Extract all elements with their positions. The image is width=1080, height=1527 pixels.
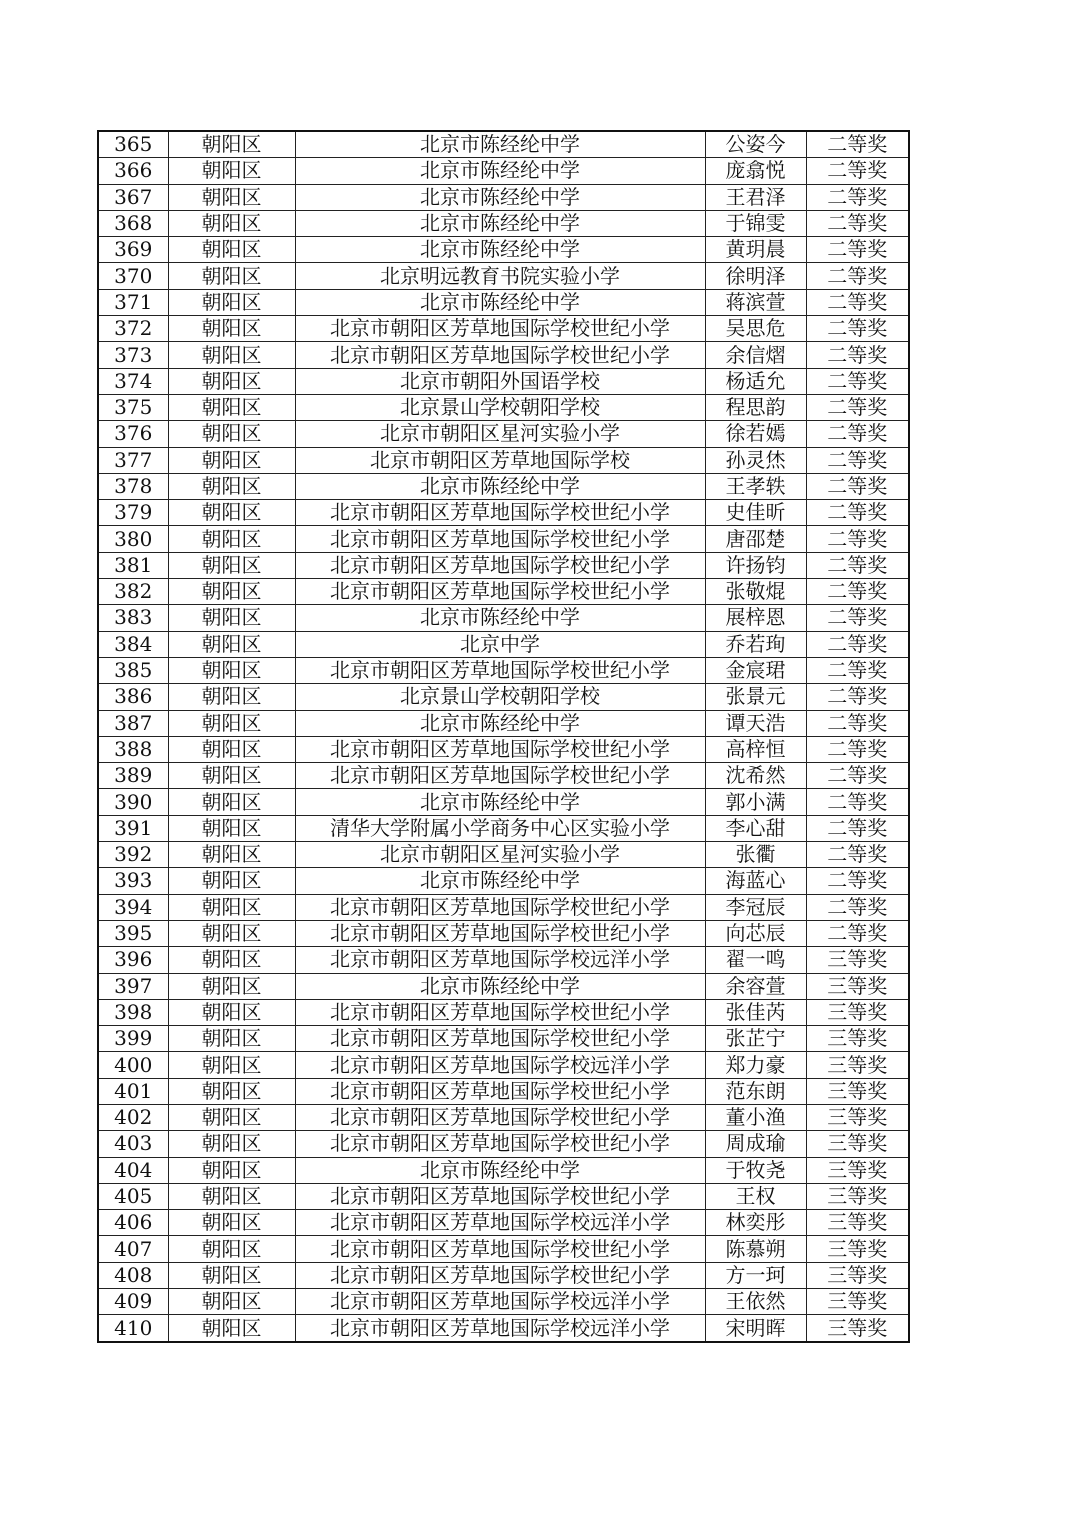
award-level-cell: 三等奖 xyxy=(806,1078,909,1104)
serial-number-cell: 388 xyxy=(98,736,168,762)
school-cell: 北京市朝阳区芳草地国际学校世纪小学 xyxy=(295,1183,705,1209)
serial-number-cell: 372 xyxy=(98,316,168,342)
award-level-cell: 二等奖 xyxy=(806,736,909,762)
table-row xyxy=(98,1262,909,1288)
table-row xyxy=(98,579,909,605)
serial-number-cell: 406 xyxy=(98,1210,168,1236)
district-cell: 朝阳区 xyxy=(168,552,295,578)
student-name-cell: 沈希然 xyxy=(705,763,806,789)
table-row xyxy=(98,947,909,973)
district-cell: 朝阳区 xyxy=(168,1210,295,1236)
table-row xyxy=(98,473,909,499)
award-level-cell: 二等奖 xyxy=(806,579,909,605)
student-name-cell: 许扬钧 xyxy=(705,552,806,578)
school-cell: 北京市朝阳区芳草地国际学校远洋小学 xyxy=(295,1210,705,1236)
district-cell: 朝阳区 xyxy=(168,289,295,315)
award-level-cell: 二等奖 xyxy=(806,868,909,894)
table-row xyxy=(98,789,909,815)
district-cell: 朝阳区 xyxy=(168,1104,295,1130)
serial-number-cell: 399 xyxy=(98,1026,168,1052)
award-list-body xyxy=(98,131,909,1342)
award-level-cell: 二等奖 xyxy=(806,605,909,631)
school-cell: 北京市朝阳区芳草地国际学校世纪小学 xyxy=(295,1078,705,1104)
student-name-cell: 唐邵楚 xyxy=(705,526,806,552)
serial-number-cell: 384 xyxy=(98,631,168,657)
school-cell: 北京市朝阳区芳草地国际学校世纪小学 xyxy=(295,736,705,762)
student-name-cell: 徐若嫣 xyxy=(705,421,806,447)
school-cell: 北京景山学校朝阳学校 xyxy=(295,394,705,420)
school-cell: 北京市陈经纶中学 xyxy=(295,868,705,894)
table-row xyxy=(98,973,909,999)
school-cell: 北京市朝阳区芳草地国际学校远洋小学 xyxy=(295,1315,705,1342)
student-name-cell: 谭天浩 xyxy=(705,710,806,736)
table-row xyxy=(98,710,909,736)
student-name-cell: 孙灵烋 xyxy=(705,447,806,473)
school-cell: 北京市陈经纶中学 xyxy=(295,289,705,315)
district-cell: 朝阳区 xyxy=(168,947,295,973)
award-level-cell: 二等奖 xyxy=(806,894,909,920)
serial-number-cell: 396 xyxy=(98,947,168,973)
district-cell: 朝阳区 xyxy=(168,605,295,631)
school-cell: 北京市朝阳区芳草地国际学校远洋小学 xyxy=(295,1052,705,1078)
district-cell: 朝阳区 xyxy=(168,842,295,868)
serial-number-cell: 368 xyxy=(98,210,168,236)
school-cell: 北京市朝阳区芳草地国际学校世纪小学 xyxy=(295,894,705,920)
student-name-cell: 史佳昕 xyxy=(705,500,806,526)
student-name-cell: 杨适允 xyxy=(705,368,806,394)
student-name-cell: 范东朗 xyxy=(705,1078,806,1104)
school-cell: 北京市朝阳区芳草地国际学校世纪小学 xyxy=(295,657,705,683)
table-row xyxy=(98,342,909,368)
student-name-cell: 李心甜 xyxy=(705,815,806,841)
award-level-cell: 二等奖 xyxy=(806,920,909,946)
district-cell: 朝阳区 xyxy=(168,473,295,499)
serial-number-cell: 409 xyxy=(98,1289,168,1315)
award-level-cell: 二等奖 xyxy=(806,342,909,368)
district-cell: 朝阳区 xyxy=(168,1289,295,1315)
school-cell: 北京市陈经纶中学 xyxy=(295,473,705,499)
award-level-cell: 三等奖 xyxy=(806,1131,909,1157)
student-name-cell: 董小渔 xyxy=(705,1104,806,1130)
award-level-cell: 三等奖 xyxy=(806,1104,909,1130)
award-level-cell: 三等奖 xyxy=(806,1157,909,1183)
school-cell: 北京市朝阳区芳草地国际学校远洋小学 xyxy=(295,1289,705,1315)
table-row xyxy=(98,1289,909,1315)
district-cell: 朝阳区 xyxy=(168,894,295,920)
district-cell: 朝阳区 xyxy=(168,684,295,710)
table-row xyxy=(98,1315,909,1342)
serial-number-cell: 408 xyxy=(98,1262,168,1288)
student-name-cell: 王依然 xyxy=(705,1289,806,1315)
student-name-cell: 宋明晖 xyxy=(705,1315,806,1342)
award-level-cell: 二等奖 xyxy=(806,158,909,184)
table-row xyxy=(98,421,909,447)
serial-number-cell: 374 xyxy=(98,368,168,394)
table-row xyxy=(98,237,909,263)
award-level-cell: 三等奖 xyxy=(806,1052,909,1078)
table-row xyxy=(98,1078,909,1104)
district-cell: 朝阳区 xyxy=(168,631,295,657)
district-cell: 朝阳区 xyxy=(168,815,295,841)
school-cell: 北京市朝阳区芳草地国际学校世纪小学 xyxy=(295,920,705,946)
table-row xyxy=(98,447,909,473)
school-cell: 清华大学附属小学商务中心区实验小学 xyxy=(295,815,705,841)
table-row xyxy=(98,131,909,158)
table-row xyxy=(98,657,909,683)
student-name-cell: 张敬焜 xyxy=(705,579,806,605)
serial-number-cell: 365 xyxy=(98,131,168,158)
district-cell: 朝阳区 xyxy=(168,342,295,368)
school-cell: 北京市朝阳区芳草地国际学校世纪小学 xyxy=(295,500,705,526)
table-row xyxy=(98,1236,909,1262)
district-cell: 朝阳区 xyxy=(168,1026,295,1052)
student-name-cell: 张芷宁 xyxy=(705,1026,806,1052)
award-level-cell: 二等奖 xyxy=(806,631,909,657)
award-level-cell: 二等奖 xyxy=(806,710,909,736)
student-name-cell: 展梓恩 xyxy=(705,605,806,631)
serial-number-cell: 366 xyxy=(98,158,168,184)
serial-number-cell: 382 xyxy=(98,579,168,605)
serial-number-cell: 370 xyxy=(98,263,168,289)
school-cell: 北京市陈经纶中学 xyxy=(295,973,705,999)
serial-number-cell: 369 xyxy=(98,237,168,263)
district-cell: 朝阳区 xyxy=(168,1183,295,1209)
serial-number-cell: 389 xyxy=(98,763,168,789)
award-level-cell: 二等奖 xyxy=(806,316,909,342)
table-row xyxy=(98,1104,909,1130)
district-cell: 朝阳区 xyxy=(168,789,295,815)
serial-number-cell: 394 xyxy=(98,894,168,920)
district-cell: 朝阳区 xyxy=(168,1078,295,1104)
award-level-cell: 三等奖 xyxy=(806,973,909,999)
district-cell: 朝阳区 xyxy=(168,526,295,552)
table-row xyxy=(98,500,909,526)
school-cell: 北京市陈经纶中学 xyxy=(295,789,705,815)
serial-number-cell: 376 xyxy=(98,421,168,447)
district-cell: 朝阳区 xyxy=(168,158,295,184)
district-cell: 朝阳区 xyxy=(168,394,295,420)
award-level-cell: 二等奖 xyxy=(806,210,909,236)
district-cell: 朝阳区 xyxy=(168,263,295,289)
table-row xyxy=(98,684,909,710)
student-name-cell: 公姿今 xyxy=(705,131,806,158)
award-level-cell: 二等奖 xyxy=(806,842,909,868)
district-cell: 朝阳区 xyxy=(168,1262,295,1288)
district-cell: 朝阳区 xyxy=(168,421,295,447)
school-cell: 北京市朝阳区芳草地国际学校世纪小学 xyxy=(295,552,705,578)
award-level-cell: 二等奖 xyxy=(806,657,909,683)
award-level-cell: 三等奖 xyxy=(806,1210,909,1236)
table-row xyxy=(98,842,909,868)
district-cell: 朝阳区 xyxy=(168,579,295,605)
school-cell: 北京市朝阳区芳草地国际学校世纪小学 xyxy=(295,1131,705,1157)
serial-number-cell: 400 xyxy=(98,1052,168,1078)
school-cell: 北京市陈经纶中学 xyxy=(295,131,705,158)
district-cell: 朝阳区 xyxy=(168,1052,295,1078)
school-cell: 北京市朝阳区芳草地国际学校 xyxy=(295,447,705,473)
table-row xyxy=(98,184,909,210)
student-name-cell: 于锦雯 xyxy=(705,210,806,236)
award-level-cell: 二等奖 xyxy=(806,473,909,499)
table-row xyxy=(98,631,909,657)
school-cell: 北京市朝阳区芳草地国际学校世纪小学 xyxy=(295,999,705,1025)
school-cell: 北京市朝阳区芳草地国际学校世纪小学 xyxy=(295,1104,705,1130)
award-level-cell: 二等奖 xyxy=(806,394,909,420)
award-level-cell: 三等奖 xyxy=(806,1026,909,1052)
table-row xyxy=(98,1210,909,1236)
award-level-cell: 二等奖 xyxy=(806,263,909,289)
table-row xyxy=(98,368,909,394)
school-cell: 北京明远教育书院实验小学 xyxy=(295,263,705,289)
student-name-cell: 于牧尧 xyxy=(705,1157,806,1183)
district-cell: 朝阳区 xyxy=(168,1131,295,1157)
school-cell: 北京市朝阳区芳草地国际学校世纪小学 xyxy=(295,1026,705,1052)
district-cell: 朝阳区 xyxy=(168,237,295,263)
award-level-cell: 二等奖 xyxy=(806,789,909,815)
school-cell: 北京市陈经纶中学 xyxy=(295,210,705,236)
school-cell: 北京市陈经纶中学 xyxy=(295,605,705,631)
table-row xyxy=(98,210,909,236)
district-cell: 朝阳区 xyxy=(168,973,295,999)
district-cell: 朝阳区 xyxy=(168,210,295,236)
serial-number-cell: 398 xyxy=(98,999,168,1025)
serial-number-cell: 404 xyxy=(98,1157,168,1183)
serial-number-cell: 367 xyxy=(98,184,168,210)
award-level-cell: 三等奖 xyxy=(806,1262,909,1288)
table-row xyxy=(98,920,909,946)
serial-number-cell: 403 xyxy=(98,1131,168,1157)
table-row xyxy=(98,868,909,894)
serial-number-cell: 383 xyxy=(98,605,168,631)
serial-number-cell: 380 xyxy=(98,526,168,552)
student-name-cell: 黄玥晨 xyxy=(705,237,806,263)
school-cell: 北京市朝阳区芳草地国际学校世纪小学 xyxy=(295,526,705,552)
school-cell: 北京市朝阳区星河实验小学 xyxy=(295,421,705,447)
student-name-cell: 郑力豪 xyxy=(705,1052,806,1078)
district-cell: 朝阳区 xyxy=(168,920,295,946)
school-cell: 北京市朝阳区芳草地国际学校世纪小学 xyxy=(295,579,705,605)
award-level-cell: 二等奖 xyxy=(806,552,909,578)
award-list-table xyxy=(97,130,910,1343)
award-level-cell: 二等奖 xyxy=(806,763,909,789)
student-name-cell: 蒋滨萱 xyxy=(705,289,806,315)
award-level-cell: 二等奖 xyxy=(806,447,909,473)
serial-number-cell: 379 xyxy=(98,500,168,526)
award-level-cell: 二等奖 xyxy=(806,815,909,841)
serial-number-cell: 385 xyxy=(98,657,168,683)
serial-number-cell: 375 xyxy=(98,394,168,420)
student-name-cell: 翟一鸣 xyxy=(705,947,806,973)
award-level-cell: 三等奖 xyxy=(806,1289,909,1315)
student-name-cell: 张佳芮 xyxy=(705,999,806,1025)
student-name-cell: 余容萱 xyxy=(705,973,806,999)
school-cell: 北京市陈经纶中学 xyxy=(295,710,705,736)
district-cell: 朝阳区 xyxy=(168,500,295,526)
serial-number-cell: 393 xyxy=(98,868,168,894)
district-cell: 朝阳区 xyxy=(168,1157,295,1183)
serial-number-cell: 405 xyxy=(98,1183,168,1209)
table-row xyxy=(98,526,909,552)
student-name-cell: 金宸珺 xyxy=(705,657,806,683)
table-row xyxy=(98,1183,909,1209)
serial-number-cell: 410 xyxy=(98,1315,168,1342)
student-name-cell: 向芯辰 xyxy=(705,920,806,946)
district-cell: 朝阳区 xyxy=(168,763,295,789)
table-row xyxy=(98,605,909,631)
student-name-cell: 乔若珣 xyxy=(705,631,806,657)
district-cell: 朝阳区 xyxy=(168,868,295,894)
student-name-cell: 王孝轶 xyxy=(705,473,806,499)
serial-number-cell: 397 xyxy=(98,973,168,999)
school-cell: 北京市朝阳区芳草地国际学校世纪小学 xyxy=(295,1236,705,1262)
table-row xyxy=(98,1026,909,1052)
table-row xyxy=(98,158,909,184)
student-name-cell: 吴思危 xyxy=(705,316,806,342)
serial-number-cell: 378 xyxy=(98,473,168,499)
student-name-cell: 高梓恒 xyxy=(705,736,806,762)
district-cell: 朝阳区 xyxy=(168,447,295,473)
serial-number-cell: 386 xyxy=(98,684,168,710)
district-cell: 朝阳区 xyxy=(168,184,295,210)
school-cell: 北京市朝阳区芳草地国际学校世纪小学 xyxy=(295,763,705,789)
student-name-cell: 徐明泽 xyxy=(705,263,806,289)
school-cell: 北京市陈经纶中学 xyxy=(295,184,705,210)
award-level-cell: 二等奖 xyxy=(806,500,909,526)
student-name-cell: 王权 xyxy=(705,1183,806,1209)
school-cell: 北京市朝阳区芳草地国际学校远洋小学 xyxy=(295,947,705,973)
table-row xyxy=(98,263,909,289)
student-name-cell: 周成瑜 xyxy=(705,1131,806,1157)
award-level-cell: 二等奖 xyxy=(806,421,909,447)
school-cell: 北京市朝阳区芳草地国际学校世纪小学 xyxy=(295,316,705,342)
student-name-cell: 王君泽 xyxy=(705,184,806,210)
table-row xyxy=(98,736,909,762)
award-level-cell: 二等奖 xyxy=(806,184,909,210)
school-cell: 北京景山学校朝阳学校 xyxy=(295,684,705,710)
award-level-cell: 三等奖 xyxy=(806,1183,909,1209)
table-row xyxy=(98,1131,909,1157)
school-cell: 北京市朝阳区星河实验小学 xyxy=(295,842,705,868)
award-level-cell: 三等奖 xyxy=(806,947,909,973)
student-name-cell: 庞翕悦 xyxy=(705,158,806,184)
table-row xyxy=(98,316,909,342)
award-level-cell: 二等奖 xyxy=(806,237,909,263)
table-row xyxy=(98,999,909,1025)
table-row xyxy=(98,552,909,578)
district-cell: 朝阳区 xyxy=(168,1315,295,1342)
serial-number-cell: 392 xyxy=(98,842,168,868)
district-cell: 朝阳区 xyxy=(168,131,295,158)
school-cell: 北京市陈经纶中学 xyxy=(295,237,705,263)
school-cell: 北京市朝阳区芳草地国际学校世纪小学 xyxy=(295,1262,705,1288)
table-row xyxy=(98,815,909,841)
school-cell: 北京中学 xyxy=(295,631,705,657)
award-level-cell: 二等奖 xyxy=(806,526,909,552)
table-row xyxy=(98,1157,909,1183)
table-row xyxy=(98,289,909,315)
award-level-cell: 三等奖 xyxy=(806,1315,909,1342)
student-name-cell: 余信熠 xyxy=(705,342,806,368)
serial-number-cell: 387 xyxy=(98,710,168,736)
student-name-cell: 陈慕朔 xyxy=(705,1236,806,1262)
student-name-cell: 张衢 xyxy=(705,842,806,868)
student-name-cell: 海蓝心 xyxy=(705,868,806,894)
serial-number-cell: 381 xyxy=(98,552,168,578)
table-row xyxy=(98,763,909,789)
district-cell: 朝阳区 xyxy=(168,710,295,736)
table-row xyxy=(98,894,909,920)
district-cell: 朝阳区 xyxy=(168,736,295,762)
serial-number-cell: 407 xyxy=(98,1236,168,1262)
serial-number-cell: 402 xyxy=(98,1104,168,1130)
serial-number-cell: 390 xyxy=(98,789,168,815)
serial-number-cell: 373 xyxy=(98,342,168,368)
school-cell: 北京市朝阳区芳草地国际学校世纪小学 xyxy=(295,342,705,368)
award-level-cell: 三等奖 xyxy=(806,1236,909,1262)
student-name-cell: 林奕彤 xyxy=(705,1210,806,1236)
student-name-cell: 张景元 xyxy=(705,684,806,710)
award-level-cell: 二等奖 xyxy=(806,684,909,710)
district-cell: 朝阳区 xyxy=(168,657,295,683)
district-cell: 朝阳区 xyxy=(168,316,295,342)
serial-number-cell: 395 xyxy=(98,920,168,946)
table-row xyxy=(98,1052,909,1078)
award-level-cell: 二等奖 xyxy=(806,368,909,394)
serial-number-cell: 391 xyxy=(98,815,168,841)
school-cell: 北京市陈经纶中学 xyxy=(295,158,705,184)
table-row xyxy=(98,394,909,420)
school-cell: 北京市陈经纶中学 xyxy=(295,1157,705,1183)
district-cell: 朝阳区 xyxy=(168,1236,295,1262)
award-level-cell: 三等奖 xyxy=(806,999,909,1025)
student-name-cell: 方一珂 xyxy=(705,1262,806,1288)
school-cell: 北京市朝阳外国语学校 xyxy=(295,368,705,394)
district-cell: 朝阳区 xyxy=(168,999,295,1025)
student-name-cell: 郭小满 xyxy=(705,789,806,815)
award-level-cell: 二等奖 xyxy=(806,289,909,315)
serial-number-cell: 371 xyxy=(98,289,168,315)
student-name-cell: 程思韵 xyxy=(705,394,806,420)
district-cell: 朝阳区 xyxy=(168,368,295,394)
serial-number-cell: 377 xyxy=(98,447,168,473)
award-level-cell: 二等奖 xyxy=(806,131,909,158)
serial-number-cell: 401 xyxy=(98,1078,168,1104)
student-name-cell: 李冠辰 xyxy=(705,894,806,920)
